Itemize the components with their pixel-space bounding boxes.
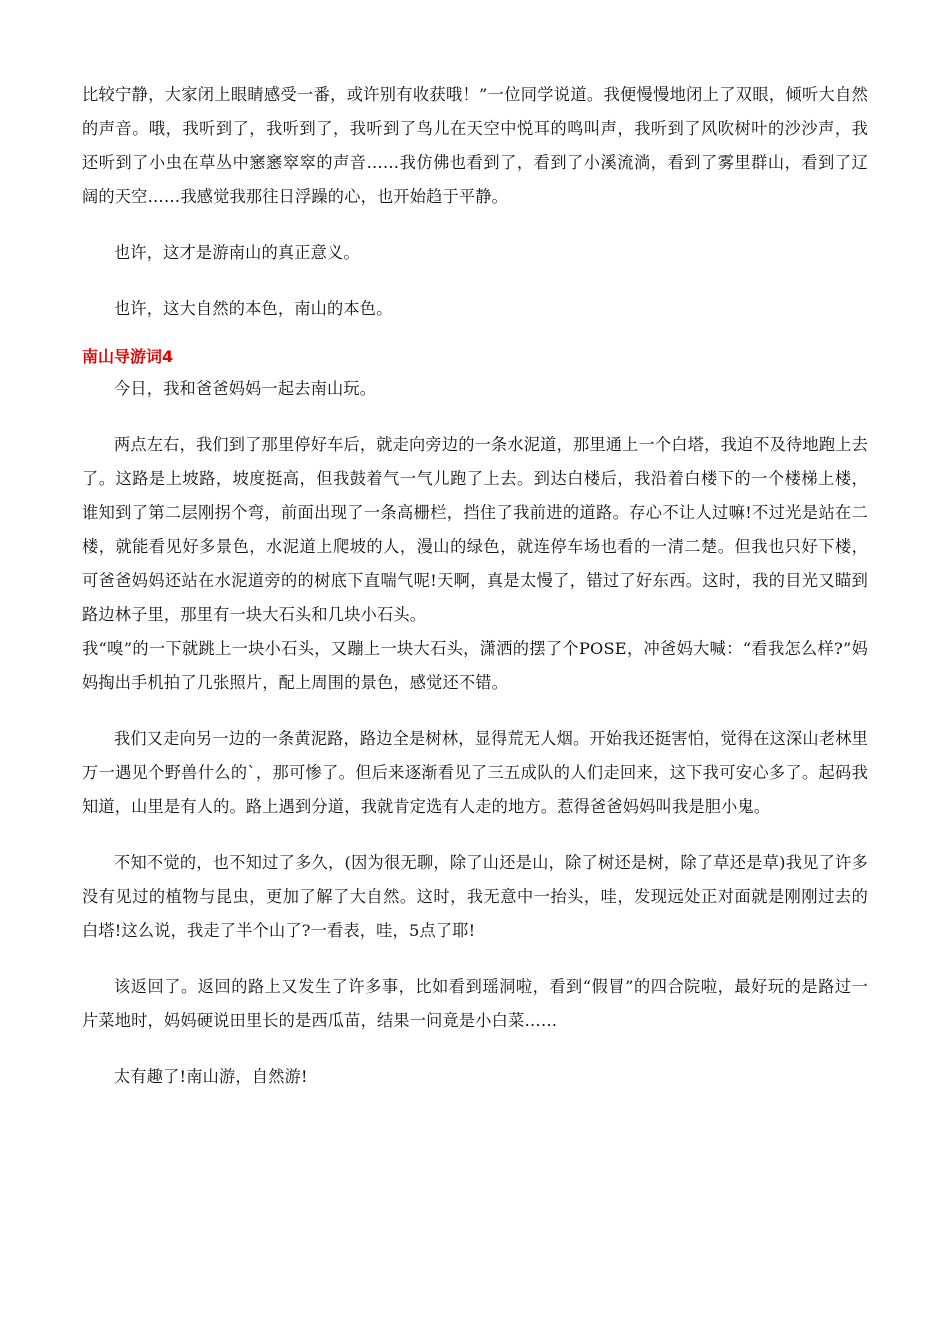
paragraph-5: 不知不觉的，也不知过了多久，(因为很无聊，除了山还是山，除了树还是树，除了草还是草)我见了许多没有见过的植物与昆虫，更加了解了大自然。这时，我无意中一抬头，哇，发现远处正对面就是刚刚过去的白塔!这么说，我走了半个山了?一看表，哇，5点了耶! xyxy=(82,853,868,940)
paragraph-1: 今日，我和爸爸妈妈一起去南山玩。 xyxy=(114,379,377,398)
paragraph-6: 该返回了。返回的路上又发生了许多事，比如看到瑶洞啦，看到“假冒”的四合院啦，最好玩的是路过一片菜地时，妈妈硬说田里长的是西瓜苗，结果一问竟是小白菜…… xyxy=(82,977,868,1030)
document-page xyxy=(82,78,868,1094)
paragraph-3: 我“嗅”的一下就跳上一块小石头，又蹦上一块大石头，潇洒的摆了个POSE，冲爸妈大喊：“看我怎么样?”妈妈掏出手机拍了几张照片，配上周围的景色，感觉还不错。 xyxy=(82,639,868,692)
paragraph-top-2: 也许，这才是游南山的真正意义。 xyxy=(114,243,360,262)
paragraph-top-1: 比较宁静，大家闭上眼睛感受一番，或许别有收获哦！”一位同学说道。我便慢慢地闭上了双眼，倾听大自然的声音。哦，我听到了，我听到了，我听到了鸟儿在天空中悦耳的鸣叫声，我听到了风吹树叶的沙沙声，我还听到了小虫在草丛中窸窸窣窣的声音……我仿佛也看到了，看到了小溪流淌，看到了雾里群山，看到了辽阔的天空……我感觉我那往日浮躁的心，也开始趋于平静。 xyxy=(82,85,868,206)
paragraph-4: 我们又走向另一边的一条黄泥路，路边全是树林，显得荒无人烟。开始我还挺害怕，觉得在这深山老林里万一遇见个野兽什么的`，那可惨了。但后来逐渐看见了三五成队的人们走回来，这下我可安心多了。起码我知道，山里是有人的。路上遇到分道，我就肯定选有人走的地方。惹得爸爸妈妈叫我是胆小鬼。 xyxy=(82,729,868,816)
paragraph-2: 两点左右，我们到了那里停好车后，就走向旁边的一条水泥道，那里通上一个白塔，我迫不及待地跑上去了。这路是上坡路，坡度挺高，但我鼓着气一气儿跑了上去。到达白楼后，我沿着白楼下的一个楼梯上楼，谁知到了第二层刚拐个弯，前面出现了一条高栅栏，挡住了我前进的道路。存心不让人过嘛!不过光是站在二楼，就能看见好多景色，水泥道上爬坡的人，漫山的绿色，就连停车场也看的一清二楚。但我也只好下楼，可爸爸妈妈还站在水泥道旁的的树底下直喘气呢!天啊，真是太慢了，错过了好东西。这时，我的目光又瞄到路边林子里，那里有一块大石头和几块小石头。 xyxy=(82,435,868,624)
paragraph-top-3: 也许，这大自然的本色，南山的本色。 xyxy=(114,299,393,318)
paragraph-7: 太有趣了!南山游，自然游! xyxy=(114,1067,308,1086)
section-title: 南山导游词4 xyxy=(82,347,174,366)
